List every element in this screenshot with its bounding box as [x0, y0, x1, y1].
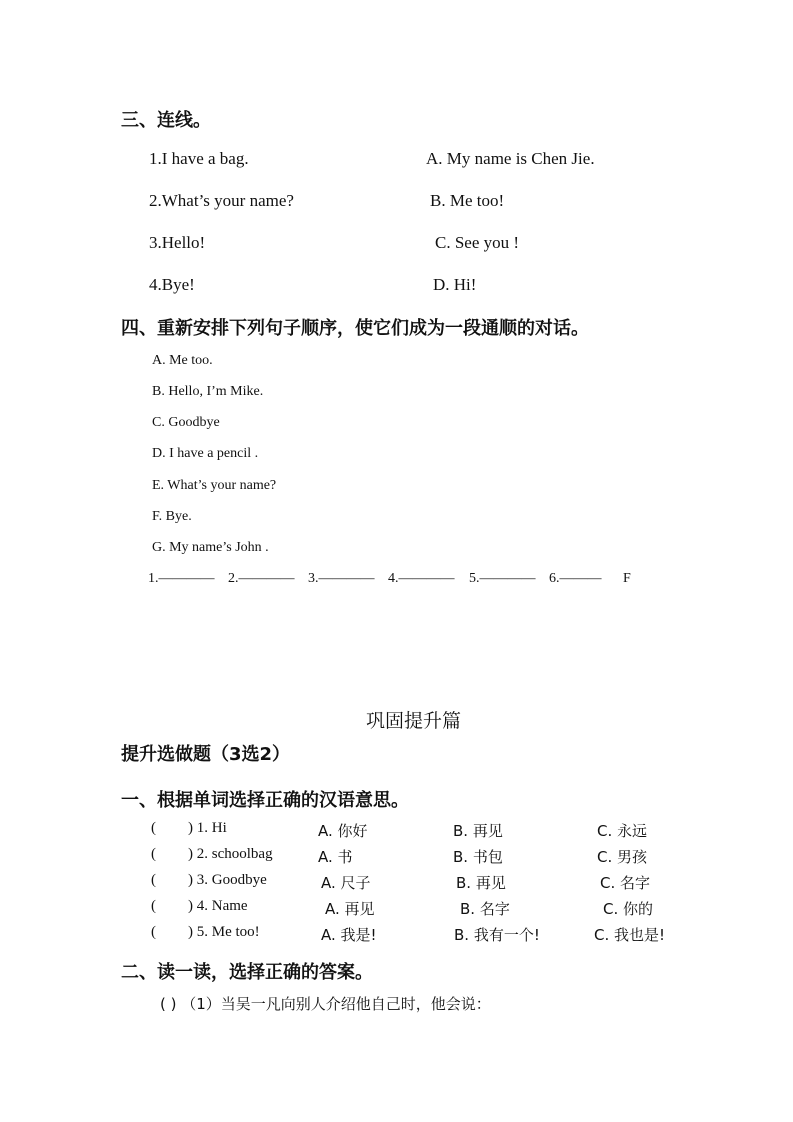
question-2: ) 2. schoolbag	[188, 846, 273, 862]
question-3: ) 3. Goodbye	[188, 872, 267, 888]
option-1a: A. 你好	[318, 822, 368, 840]
option-5a: A. 我是!	[321, 926, 377, 944]
option-5b: B. 我有一个!	[454, 926, 540, 944]
question-5: ) 5. Me too!	[188, 924, 260, 940]
answer-blank-2: 2.————	[228, 571, 295, 586]
option-5c: C. 我也是!	[594, 926, 666, 944]
order-item-a: A. Me too.	[152, 353, 213, 368]
paren-1: (	[151, 820, 156, 836]
answer-blank-6: 6.———	[549, 571, 602, 586]
consolidation-title: 巩固提升篇	[366, 710, 462, 732]
option-3a: A. 尺子	[321, 874, 371, 892]
order-item-e: E. What’s your name?	[152, 478, 277, 493]
match-left-1: 1.I have a bag.	[149, 149, 249, 168]
answer-blank-5: 5.————	[469, 571, 536, 586]
answer-blank-3: 3.————	[308, 571, 375, 586]
option-2c: C. 男孩	[597, 848, 648, 866]
option-3b: B. 再见	[456, 874, 506, 892]
option-4b: B. 名字	[460, 900, 510, 918]
match-right-d: D. Hi!	[433, 275, 477, 294]
part2-question-1: ( ) （1）当吴一凡向别人介绍他自己时，他会说：	[160, 995, 491, 1013]
consolidation-subtitle: 提升选做题（3选2）	[121, 744, 291, 765]
option-2b: B. 书包	[453, 848, 503, 866]
answer-blank-7: F	[623, 571, 631, 586]
part2-heading: 二、读一读，选择正确的答案。	[121, 962, 373, 983]
section4-heading: 四、重新安排下列句子顺序，使它们成为一段通顺的对话。	[121, 318, 589, 339]
paren-5: (	[151, 924, 156, 940]
paren-4: (	[151, 898, 156, 914]
match-left-3: 3.Hello!	[149, 233, 206, 252]
order-item-g: G. My name’s John .	[152, 540, 269, 555]
paren-3: (	[151, 872, 156, 888]
match-right-a: A. My name is Chen Jie.	[426, 149, 595, 168]
order-item-f: F. Bye.	[152, 509, 192, 524]
part1-heading: 一、根据单词选择正确的汉语意思。	[121, 790, 409, 811]
question-1: ) 1. Hi	[188, 820, 227, 836]
order-item-c: C. Goodbye	[152, 415, 220, 430]
option-1b: B. 再见	[453, 822, 503, 840]
answer-blank-4: 4.————	[388, 571, 455, 586]
paren-2: (	[151, 846, 156, 862]
answer-blank-1: 1.————	[148, 571, 215, 586]
match-left-4: 4.Bye!	[149, 275, 195, 294]
match-right-c: C. See you !	[435, 233, 520, 252]
option-4c: C. 你的	[603, 900, 654, 918]
match-left-2: 2.What’s your name?	[149, 191, 294, 210]
option-2a: A. 书	[318, 848, 353, 866]
option-3c: C. 名字	[600, 874, 651, 892]
match-right-b: B. Me too!	[430, 191, 505, 210]
order-item-b: B. Hello, I’m Mike.	[152, 384, 264, 399]
question-4: ) 4. Name	[188, 898, 248, 914]
order-item-d: D. I have a pencil .	[152, 446, 259, 461]
option-4a: A. 再见	[325, 900, 375, 918]
section3-heading: 三、连线。	[121, 110, 211, 131]
option-1c: C. 永远	[597, 822, 648, 840]
